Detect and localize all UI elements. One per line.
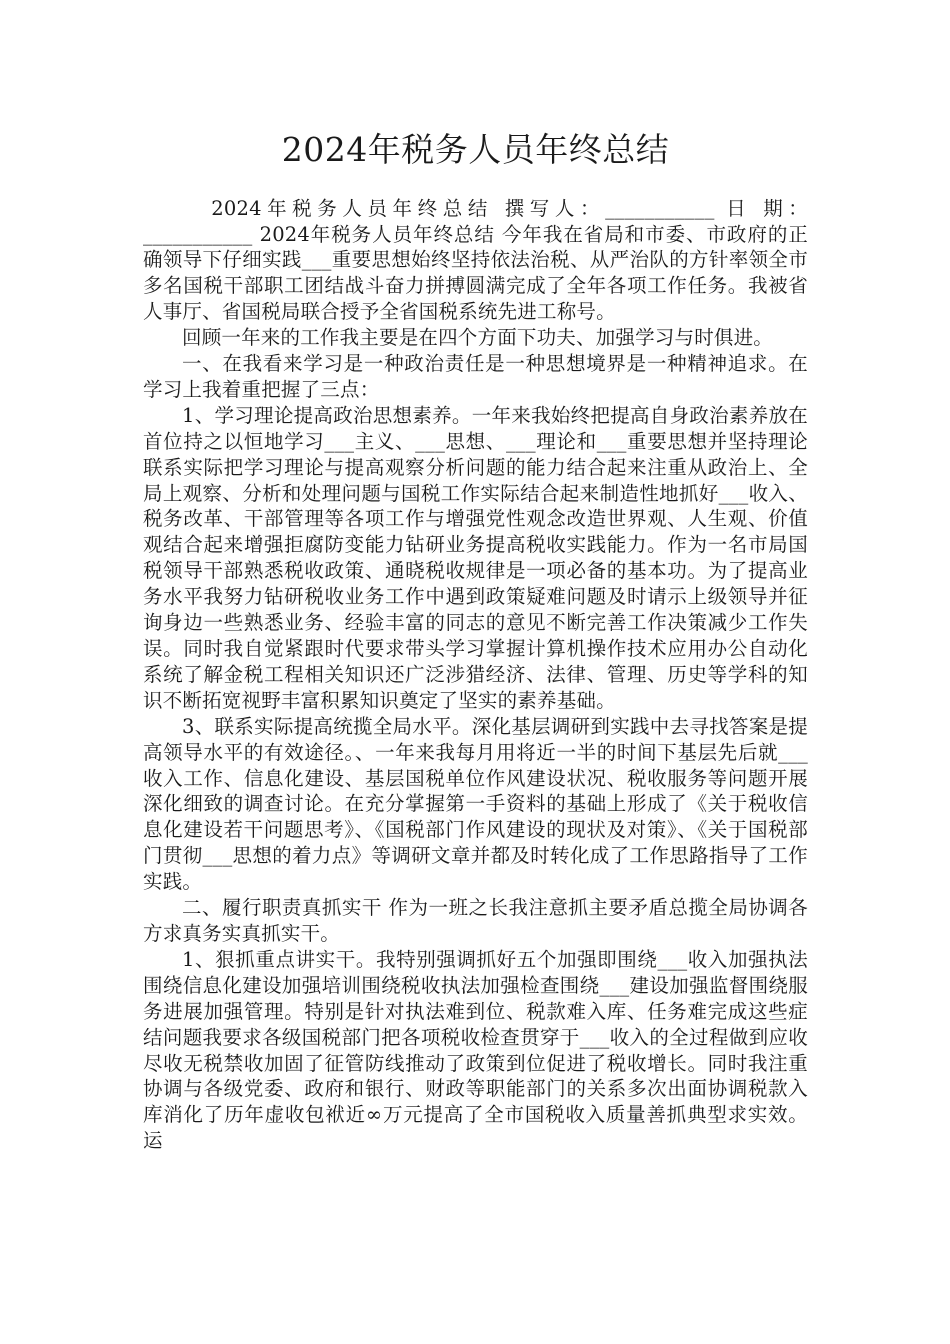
paragraph-section-one: 一、在我看来学习是一种政治责任是一种思想境界是一种精神追求。在学习上我着重把握了三点：: [143, 352, 808, 401]
paragraph-focus-work: 1、狠抓重点讲实干。我特别强调抓好五个加强即围绕___收入加强执法围绕信息化建设加强培训围绕税收执法加强检查围绕___建设加强监督围绕服务进展加强管理。特别是针对执法难到位、税款难入库、任务难完成这些症结问题我要求各级国税部门把各项税收检查贯穿于___收入的全过程做到应收尽收无税禁收加固了征管防线推动了政策到位促进了税收增长。同时我注重协调与各级党委、政府和银行、财政等职能部门的关系多次出面协调税款入库消化了历年虚收包袱近∞万元提高了全市国税收入质量善抓典型求实效。运: [143, 947, 808, 1153]
document-body: [143, 196, 808, 1155]
paragraph-review: 回顾一年来的工作我主要是在四个方面下功夫、加强学习与时俱进。: [182, 326, 774, 350]
paragraph-section-two: 二、履行职责真抓实干 作为一班之长我注意抓主要矛盾总揽全局协调各方求真务实真抓实干。: [143, 896, 808, 945]
document-title: 2024年税务人员年终总结: [281, 130, 670, 169]
document-page: [143, 118, 808, 1154]
paragraph-study-theory: 1、学习理论提高政治思想素养。一年来我始终把提高自身政治素养放在首位持之以恒地学习___主义、___思想、___理论和___重要思想并坚持理论联系实际把学习理论与提高观察分析问题的能力结合起来注重从政治上、全局上观察、分析和处理问题与国税工作实际结合起来制造性地抓好___收入、税务改革、干部管理等各项工作与增强党性观念改造世界观、人生观、价值观结合起来增强拒腐防变能力钻研业务提高税收实践能力。作为一名市局国税领导干部熟悉税收政策、通晓税收规律是一项必备的基本功。为了提高业务水平我努力钻研税收业务工作中遇到政策疑难问题及时请示上级领导并征询身边一些熟悉业务、经验丰富的同志的意见不断完善工作决策减少工作失误。同时我自觉紧跟时代要求带头学习掌握计算机操作技术应用办公自动化系统了解金税工程相关知识还广泛涉猎经济、法律、管理、历史等学科的知识不断拓宽视野丰富积累知识奠定了坚实的素养基础。: [143, 403, 808, 712]
paragraph-practice: 3、联系实际提高统揽全局水平。深化基层调研到实践中去寻找答案是提高领导水平的有效途径。、一年来我每月用将近一半的时间下基层先后就___收入工作、信息化建设、基层国税单位作风建设状况、税收服务等问题开展深化细致的调查讨论。在充分掌握第一手资料的基础上形成了《关于税收信息化建设若干问题思考》、《国税部门作风建设的现状及对策》、《关于国税部门贯彻___思想的着力点》等调研文章并都及时转化成了工作思路指导了工作实践。: [143, 714, 808, 894]
paragraph-intro: 2024年税务人员年终总结 撰写人：___________ 日 期：___________ 2024年税务人员年终总结 今年我在省局和市委、市政府的正确领导下仔细实践___重要思想始终坚持依法治税、从严治队的方针率领全市多名国税干部职工团结战斗奋力拼搏圆满完成了全年各项工作任务。我被省人事厅、省国税局联合授予全省国税系统先进工称号。: [143, 196, 808, 324]
